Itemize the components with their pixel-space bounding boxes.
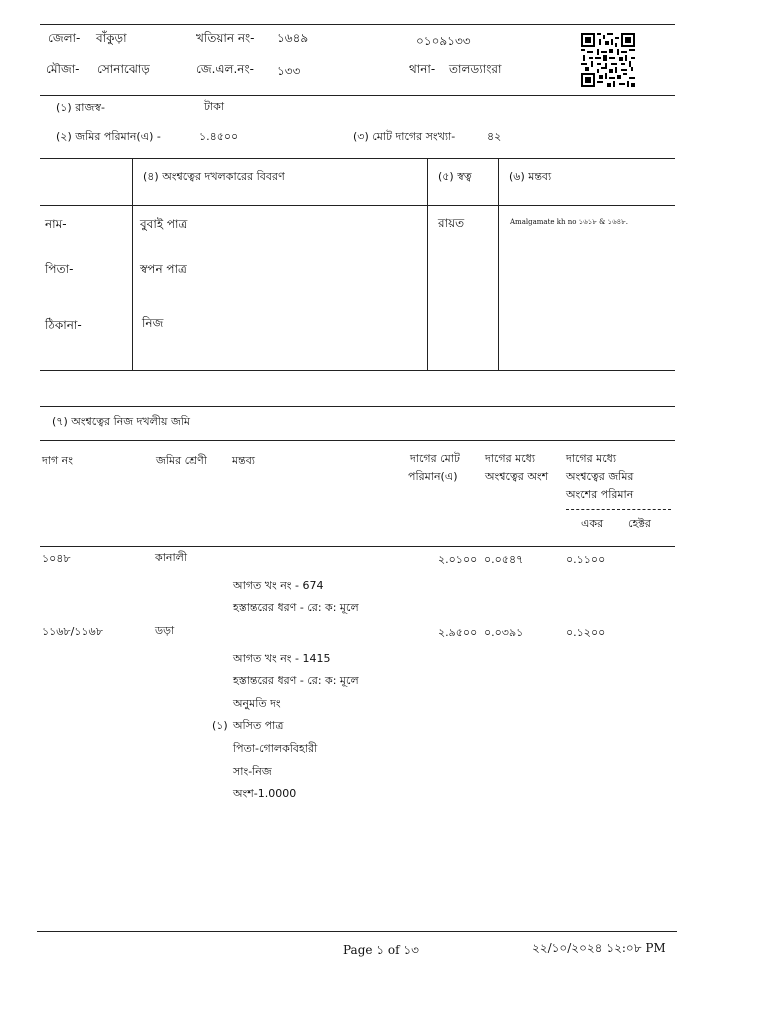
revenue-unit: টাকা xyxy=(204,100,225,113)
header-land-class: জমির শ্রেণী xyxy=(156,454,207,467)
plot-owned-area: ০.১২০০ xyxy=(566,626,606,639)
district-value: বাঁকুড়া xyxy=(96,31,127,45)
print-datetime: ২২/১০/২০২৪ ১২:০৮ PM xyxy=(532,941,666,955)
header-share-line1: দাগের মধ্যে xyxy=(485,452,536,465)
code-value: ০১০৯১৩৩ xyxy=(416,34,471,48)
header-area-line1: দাগের মধ্যে xyxy=(566,452,617,465)
row-note: হস্তান্তরের ধরণ - রে: ক: মূলে xyxy=(233,674,359,687)
page-number: Page ১ of ১৩ xyxy=(343,943,419,957)
qr-code-icon xyxy=(581,33,635,87)
header-plot-no: দাগ নং xyxy=(42,454,73,467)
plot-owned-area: ০.১১০০ xyxy=(566,553,606,566)
row-note: অনুমতি দং xyxy=(233,697,281,710)
plot-share: ০.০৫৪৭ xyxy=(484,553,524,566)
header-acre: একর xyxy=(581,517,604,530)
thana-value: তালড্যাংরা xyxy=(449,62,502,76)
owner-address-label: ঠিকানা- xyxy=(45,318,82,332)
owner-father: স্বপন পাত্র xyxy=(140,262,187,276)
thana-label: থানা- xyxy=(409,62,436,76)
jl-value: ১৩৩ xyxy=(277,64,301,78)
row-note: হস্তান্তরের ধরণ - রে: ক: মূলে xyxy=(233,601,359,614)
header-share-line2: অংশ্বত্বের অংশ xyxy=(485,470,549,483)
jl-label: জে.এল.নং- xyxy=(196,62,254,76)
row-note: সাং-নিজ xyxy=(233,765,272,778)
khatian-value: ১৬৪৯ xyxy=(277,31,309,45)
plot-total-area: ২.৯৫০০ xyxy=(438,626,478,639)
row-note: অসিত পাত্র xyxy=(233,719,284,732)
header-area-line2: অংশ্বত্বের জমির xyxy=(566,470,634,483)
area-value: ১.৪৫০০ xyxy=(199,130,239,143)
land-class: ডড়া xyxy=(155,624,175,637)
area-label: (২) জমির পরিমান(এ) - xyxy=(56,130,161,143)
row-note: অংশ-1.0000 xyxy=(233,787,297,800)
owner-name-label: নাম- xyxy=(45,217,67,231)
revenue-label: (১) রাজস্ব- xyxy=(56,101,105,114)
plots-label: (৩) মোট দাগের সংখ্যা- xyxy=(353,130,456,143)
row-note: পিতা-গোলকবিহারী xyxy=(233,742,318,755)
mouza-label: মৌজা- xyxy=(46,62,80,76)
header-remark: মন্তব্য xyxy=(232,454,256,467)
plot-total-area: ২.০১০০ xyxy=(438,553,478,566)
owner-right: রায়ত xyxy=(438,216,465,230)
district-label: জেলা- xyxy=(48,31,81,45)
land-class: কানালী xyxy=(155,551,187,564)
row-note: আগত খং নং - 674 xyxy=(233,579,324,592)
row-note: আগত খং নং - 1415 xyxy=(233,652,331,665)
plot-no: ১০৪৮ xyxy=(42,552,71,565)
col-owner-header: (৪) অংশ্বত্বের দখলকারের বিবরণ xyxy=(143,170,285,183)
note-marker: (১) xyxy=(212,719,228,732)
owner-remark: Amalgamate kh no ১৬১৮ & ১৬৪৮. xyxy=(510,218,628,226)
owner-father-label: পিতা- xyxy=(45,262,74,276)
mouza-value: সোনাঝোড় xyxy=(97,62,150,76)
header-area-line3: অংশের পরিমান xyxy=(566,488,634,501)
col-remark-header: (৬) মন্তব্য xyxy=(509,170,552,183)
owner-name: বুবাই পাত্র xyxy=(140,217,188,231)
plot-no: ১১৬৮/১১৬৮ xyxy=(42,625,103,638)
header-hectare: হেক্টর xyxy=(628,517,651,530)
header-total-line1: দাগের মোট xyxy=(410,452,460,465)
plot-share: ০.০৩৯১ xyxy=(484,626,524,639)
owner-address: নিজ xyxy=(142,316,164,330)
header-total-line2: পরিমান(এ) xyxy=(408,470,458,483)
plots-value: ৪২ xyxy=(487,130,502,143)
khatian-label: খতিয়ান নং- xyxy=(196,31,255,45)
land-section-title: (৭) অংশ্বত্বের নিজ দখলীয় জমি xyxy=(52,415,191,428)
col-right-header: (৫) স্বত্ব xyxy=(438,170,472,183)
